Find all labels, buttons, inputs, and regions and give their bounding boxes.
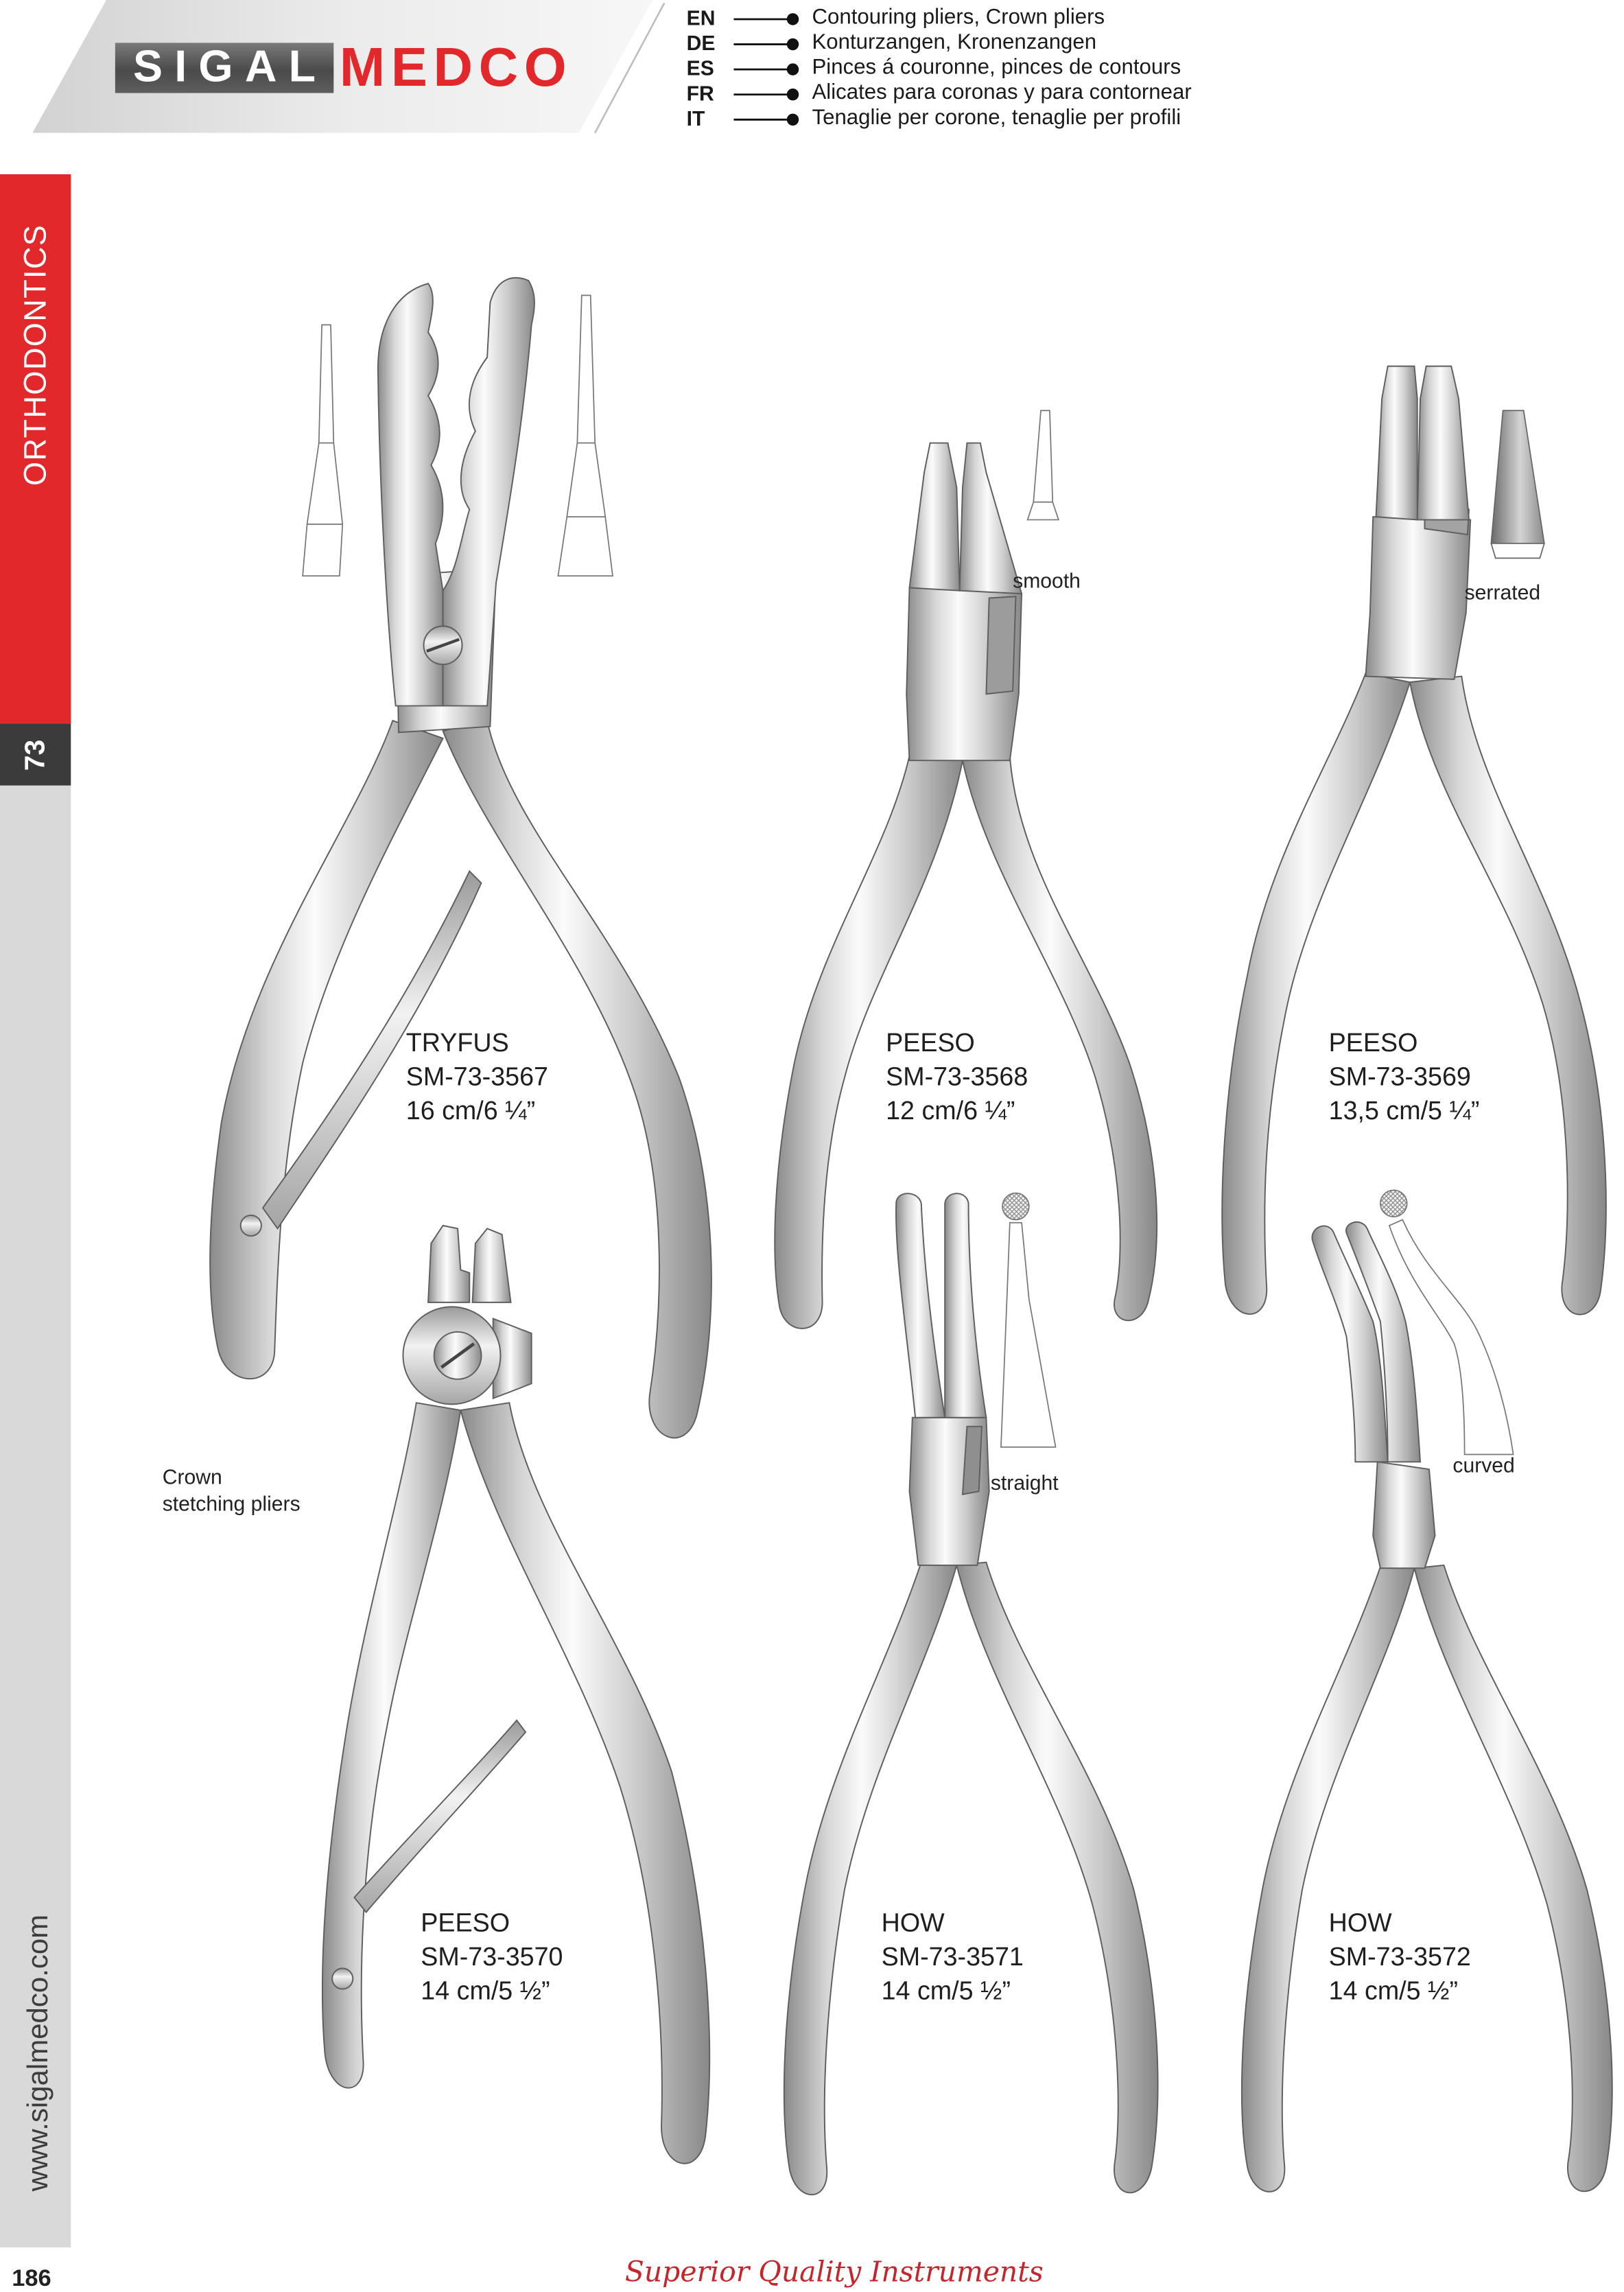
lang-text-de: Konturzangen, Kronenzangen <box>812 31 1097 55</box>
note-smooth: smooth <box>1013 568 1081 592</box>
right-prong <box>473 1228 511 1302</box>
spring-pin <box>241 1215 261 1236</box>
right-jaw <box>945 1193 986 1418</box>
note-crown-line2: stetching pliers <box>162 1491 301 1515</box>
product-name: TRYFUS <box>405 1027 509 1057</box>
jaw-profile-straight <box>1001 1193 1056 1447</box>
chapter-number: 73 <box>21 738 52 771</box>
lang-code-fr: FR <box>686 81 714 105</box>
product-label-peeso-3568 <box>886 1027 1028 1128</box>
lang-code-es: ES <box>686 56 714 80</box>
plier-peeso-3570 <box>322 1226 709 2164</box>
lang-code-de: DE <box>686 31 716 55</box>
plier-how-3572 <box>1242 1222 1612 2192</box>
product-name: PEESO <box>421 1908 510 1938</box>
product-size: 14 cm/5 ½” <box>881 1976 1011 2006</box>
product-code: SM-73-3572 <box>1328 1941 1471 1972</box>
right-handle <box>1410 677 1606 1315</box>
product-name: PEESO <box>1328 1027 1418 1057</box>
product-size: 14 cm/5 ½” <box>421 1976 550 2006</box>
product-name: HOW <box>1328 1908 1392 1938</box>
jaw-profile-tryfus <box>303 295 613 576</box>
jaw-profile-serrated <box>1491 410 1544 558</box>
product-label-peeso-3569 <box>1329 1027 1480 1128</box>
product-code: SM-73-3570 <box>421 1941 563 1972</box>
left-handle <box>1242 1563 1414 2192</box>
lang-text-fr: Alicates para coronas y para contornear <box>812 81 1192 105</box>
right-handle <box>956 1563 1157 2193</box>
lang-text-es: Pinces á couronne, pinces de contours <box>812 56 1181 80</box>
left-jaw <box>896 1193 945 1418</box>
section-title: ORTHODONTICS <box>19 223 54 486</box>
product-size: 16 cm/6 ¼” <box>405 1095 536 1125</box>
left-handle <box>784 1563 956 2195</box>
right-handle <box>1414 1565 1612 2191</box>
spring-pin <box>332 1968 353 1989</box>
lang-text-en: Contouring pliers, Crown pliers <box>812 5 1105 30</box>
product-code: SM-73-3568 <box>886 1062 1028 1092</box>
lang-code-it: IT <box>686 106 705 130</box>
note-serrated: serrated <box>1464 580 1541 605</box>
joint-block <box>1365 517 1470 679</box>
product-label-how-3571 <box>882 1906 1024 2008</box>
right-jaw <box>1417 366 1469 520</box>
product-label-tryfus <box>406 1027 548 1128</box>
note-crown-line1: Crown <box>162 1464 222 1489</box>
logo-sigal: SIGAL <box>115 43 333 93</box>
product-name: HOW <box>881 1908 945 1938</box>
left-prong <box>428 1226 469 1302</box>
page-number: 186 <box>12 2267 51 2292</box>
left-jaw <box>1376 366 1417 520</box>
joint-side <box>986 596 1015 694</box>
product-label-how-3572 <box>1329 1906 1471 2008</box>
left-jaw <box>910 443 960 591</box>
lang-text-it: Tenaglie per corone, tenaglie per profili <box>812 106 1181 130</box>
product-name: PEESO <box>886 1027 975 1057</box>
product-code: SM-73-3571 <box>881 1941 1024 1972</box>
footer-tagline: Superior Quality Instruments <box>624 2256 1044 2289</box>
plier-peeso-3569 <box>1222 366 1606 1315</box>
logo-medco: MEDCO <box>339 36 573 98</box>
jaw-profile-smooth <box>1028 410 1059 519</box>
product-label-peeso-3570 <box>421 1906 563 2008</box>
note-straight: straight <box>990 1471 1059 1495</box>
product-code: SM-73-3569 <box>1328 1062 1471 1092</box>
product-size: 14 cm/5 ½” <box>1328 1976 1459 2006</box>
lang-code-en: EN <box>686 5 716 30</box>
product-size: 12 cm/6 ¼” <box>886 1095 1015 1125</box>
website-link[interactable]: www.sigalmedco.com <box>22 1914 55 2191</box>
joint-block <box>1373 1462 1435 1568</box>
product-code: SM-73-3567 <box>405 1062 548 1092</box>
note-curved: curved <box>1452 1453 1515 1477</box>
right-handle <box>460 1403 709 2164</box>
plier-how-3571 <box>784 1193 1158 2195</box>
plier-peeso-3568 <box>775 443 1157 1329</box>
left-handle <box>1222 673 1410 1314</box>
product-size: 13,5 cm/5 ¼” <box>1328 1095 1480 1125</box>
language-connectors <box>733 14 797 125</box>
